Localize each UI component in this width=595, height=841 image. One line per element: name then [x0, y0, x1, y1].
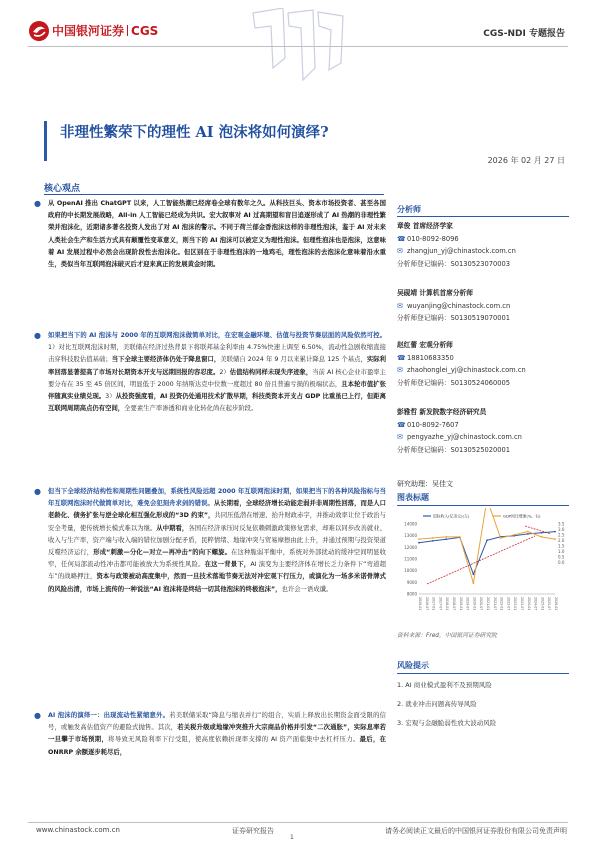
text-run: 1）对比互联网泡沫时期，美联储在经济过热背景下将联邦基金利率由 4.75%快速上调至 6.50%，流动性急剧收缩直接击穿科技股估值基础； — [48, 344, 386, 364]
x-tick-label: 2016-07 — [424, 597, 429, 611]
x-tick-label: 2021-01 — [486, 597, 490, 611]
text-run: 当下全球主要经济体仍处于降息窗口， — [111, 356, 221, 364]
x-tick-label: 2024-01 — [526, 597, 531, 611]
x-tick-label: 2021-07 — [492, 597, 497, 611]
analyst-name: 吴砚靖 计算机首席分析师 — [397, 289, 473, 297]
text-run: 在这一背景下， — [204, 561, 251, 569]
risk-item: 2. 就业冲击问题高传导风险 — [397, 700, 477, 708]
bullet-icon: ● — [34, 199, 41, 208]
analyst-phone-row — [397, 233, 569, 246]
analyst-email[interactable]: zhangjun_yj@chinastock.com.cn — [407, 247, 516, 255]
series-point — [527, 533, 529, 535]
analyst-email-row — [397, 245, 569, 258]
series-point — [473, 582, 475, 584]
text-run: 资本与政策被动高度集中，然而一旦技术落地节奏无法对冲宏观下行压力，或演化为一场多米诺骨牌式的风险出清，市场上流传的一种说法“AI 泡沫将是终结一切其他泡沫的终极泡沫”， — [48, 573, 386, 593]
x-tick-label: 2017-07 — [438, 597, 443, 611]
footer-label: 证券研究报告 — [232, 827, 274, 835]
analyst-phone: 18810683350 — [407, 353, 454, 362]
research-assistant: 研究助理：吴佳文 — [397, 480, 453, 488]
series-point — [418, 538, 420, 540]
bullet-icon: ● — [34, 487, 41, 496]
text-run: 全球经济增长动能走弱并非周期性回落，而是人口老龄化、债务扩张与逆全球化相互强化形成的“3D 约束”， — [48, 500, 386, 520]
text-run: 从 OpenAI 推出 ChatGPT 以来，人工智能热潮已经席卷全球有数年之久。从科技巨头、资本市场投资者、甚至各国政府的中长期发展战略，All-in 人工智能已经成为共识。宏大叙事对 AI 过高期望和盲目追逐形成了 AI 热潮的非理性繁荣并泡沫化，近期诸多著名投资人发出了对 AI 泡沫的警示。不同于荷兰郁金香泡沫这样的非理性泡沫，鉴于 AI 对未来人类社会生产和生活方式具有颠覆性变革意义，则当下的 AI 泡沫可以被定义为理性泡沫。但理性泡沫也是泡沫，这意味着 AI 发展过程中必然会出现阶段性去泡沫化。但区别在于非理性泡沫的一地鸡毛，理性泡沫的去泡沫化意味着沿水重生，类似当年互联网泡沫破灭后才迎来真正的发展黄金时期。 — [48, 200, 386, 269]
text-run: 也许会一语成谶。 — [281, 585, 333, 593]
analyst-phone: 010-8092-8096 — [407, 234, 459, 243]
analyst-name: 章俊 首席经济学家 — [397, 222, 453, 230]
core-view-paragraph-1 — [34, 198, 386, 271]
y-tick-left: 13000 — [404, 533, 417, 539]
core-view-paragraph-2 — [34, 330, 386, 415]
text-run: 美联储自 2024 年 9 月以来累计降息 125 个基点， — [220, 356, 367, 364]
series-line — [419, 508, 555, 583]
x-tick-label: 2025-01 — [540, 597, 545, 611]
series-point — [541, 536, 543, 538]
text-run: 在这种脆弱平衡中，系统对外部扰动的缓冲空间明显收窄，任何局部流动性冲击都可能被放大为系统性风险。 — [48, 549, 386, 569]
analyst-email-row — [397, 431, 569, 444]
text-run: 且本轮市值扩张伴随真实业绩兑现。 — [48, 380, 386, 401]
x-tick-label: 2016-01 — [418, 597, 422, 611]
core-view-paragraph-4 — [34, 710, 387, 759]
risk-item: 3. 宏观与金融脆弱性放大波动风险 — [397, 719, 497, 727]
analyst-card — [397, 220, 569, 270]
page-number: 1 — [290, 834, 294, 841]
core-view-heading: 核心观点 — [44, 184, 81, 194]
risk-heading: 风险提示 — [397, 661, 429, 670]
y-tick-left: 14000 — [404, 521, 417, 527]
text-run: 实际利率回落显著提高了市场对长期资本开支与远期回报的容忍度。 — [48, 356, 386, 376]
report-type-label: CGS-NDI 专题报告 — [483, 29, 565, 39]
report-title: 非理性繁荣下的理性 AI 泡沫将如何演绎? — [60, 124, 329, 141]
analyst-cert: 分析师登记编码：S0130519070001 — [397, 314, 511, 322]
risk-item: 1. AI 商业模式盈利不及预期风险 — [397, 681, 492, 689]
brand-name-en: CGS — [131, 24, 159, 38]
phone-icon: ☎ — [397, 353, 406, 362]
x-tick-label: 2020-07 — [479, 597, 484, 611]
y-tick-left: 10000 — [404, 568, 417, 574]
x-tick-label: 2026-01 — [554, 597, 558, 611]
x-tick-label: 2022-01 — [499, 597, 504, 611]
x-tick-label: 2023-07 — [520, 597, 524, 611]
text-run: 最后，在 ONRRP 余额逐步耗尽后， — [48, 736, 386, 756]
email-icon: ✉ — [397, 366, 403, 374]
text-run: AI 演变为主要经济体在增长乏力条件下“弯道超车”的战略押注， — [48, 561, 386, 581]
text-run: 各国在经济承压时反复依赖刺激政策修复需求，却难以同步改善就业、收入与生产率，资产端与收入端的错位加剧分配矛盾，民粹情绪、地缘冲突与贸易摩擦由此上升，并通过预期与投资渠道反噬经济运行， — [48, 524, 386, 557]
x-tick-label: 2022-07 — [506, 597, 511, 611]
text-run: 2） — [219, 368, 230, 376]
series-line — [419, 532, 555, 575]
phone-icon: ☎ — [397, 234, 406, 243]
analyst-cert: 分析师登记编码：S0130524060005 — [397, 378, 511, 387]
analyst-cert: 分析师登记编码：S0130525020001 — [397, 445, 511, 454]
text-run: 若美联储采取“降息与缩表并行”的组合，实质上释放出长期资金面受限的信号，或触发高估值资产的避险式抛售。其次， — [48, 712, 387, 732]
header-watermark-icon — [243, 8, 353, 88]
x-tick-label: 2025-07 — [547, 597, 552, 611]
text-run: 形成“刺激—分化—对立—再冲击”的向下螺旋。 — [93, 549, 232, 557]
text-run: 当前 AI 核心企业市盈率主要分布在 35 至 45 倍区间，明显低于 2000 年纳斯达克中位数一度超过 80 倍且普遍亏损的极端状态， — [48, 368, 386, 388]
analyst-email[interactable]: wuyanjing@chinastock.com.cn — [407, 301, 511, 310]
y-tick-right: 3.0 — [558, 527, 565, 532]
text-run: 从投资强度看，AI 投资仍处通用技术扩散早期，科技类资本开支占 GDP 比重虽已上行，但距离互联网周期高点仍有空间， — [48, 393, 386, 413]
analyst-phone: 010-8092-7607 — [407, 420, 459, 429]
series-point — [459, 536, 461, 538]
core-view-divider — [44, 194, 384, 195]
series-point — [486, 539, 488, 541]
series-point — [513, 534, 515, 536]
x-tick-label: 2019-01 — [458, 597, 463, 611]
title-accent-bar — [44, 121, 47, 161]
bullet-icon: ● — [34, 331, 41, 340]
legend-label: GDP同比增速(%，右) — [503, 513, 541, 519]
report-date: 2026 年 02 月 27 日 — [487, 156, 565, 165]
legend-label: 国际收入(亿美元)(左) — [433, 513, 470, 519]
email-icon: ✉ — [397, 301, 403, 310]
brand-logo — [52, 22, 158, 39]
series-point — [500, 537, 502, 539]
analyst-email-row — [397, 300, 569, 313]
text-run: 如果把当下的 AI 泡沫与 2000 年的互联网泡沫做简单对比，在宏观金融环境、估值与投资节奏层面的风险依然可控。 — [48, 332, 386, 339]
line-chart — [395, 508, 573, 626]
footer-disclaimer: 请务必阅读正文最后的中国银河证券股份有限公司免责声明 — [385, 827, 567, 835]
header-divider — [28, 46, 568, 47]
series-point — [445, 538, 447, 540]
x-tick-label: 2020-01 — [472, 597, 477, 611]
series-point — [473, 573, 475, 575]
text-run: 若关税升级或地缘冲突推升大宗商品价格并引发“二次通胀”，实际息率若一旦攀于市场预期， — [48, 724, 386, 744]
x-tick-label: 2017-01 — [431, 597, 436, 611]
phone-icon: ☎ — [397, 420, 406, 429]
y-tick-right: 2.0 — [558, 538, 565, 543]
series-point — [527, 531, 529, 533]
y-tick-left: 12000 — [404, 544, 417, 550]
text-run: 将导致无风险利率下行受阻，使高度依赖折现率支撑的 AI 资产面临集中去杠杆压力。 — [108, 736, 360, 744]
trend-arrow — [427, 536, 535, 584]
email-icon: ✉ — [397, 247, 403, 255]
y-tick-right: 0.0 — [558, 560, 565, 565]
series-point — [554, 531, 556, 533]
y-tick-right: 3.5 — [558, 521, 565, 527]
analyst-card — [397, 406, 569, 456]
x-tick-label: 2018-07 — [452, 597, 456, 611]
chart-source: 资料来源：Fred，中国银河证券研究院 — [397, 633, 497, 639]
y-tick-left: 11000 — [404, 556, 417, 562]
y-tick-left: 8000 — [406, 591, 417, 597]
cgs-logo-icon — [28, 20, 50, 42]
x-tick-label: 2024-07 — [533, 597, 538, 611]
x-tick-label: 2023-01 — [513, 597, 518, 611]
analyst-divider — [397, 216, 569, 217]
x-tick-label: 2018-01 — [445, 597, 450, 611]
series-point — [554, 538, 556, 540]
text-run: 但当下全球经济结构性和周期性问题叠加，系统性风险远超 2000 年互联网泡沫时期，如果把当下的各种风险指标与当年互联网泡沫时代做简单对比，难免会犯刻舟求剑的错误。 — [48, 488, 386, 508]
analyst-phone-row — [397, 352, 569, 365]
analyst-name: 彭雅哲 新发院数字经济研究员 — [397, 408, 487, 416]
y-tick-right: 0.5 — [558, 554, 565, 560]
x-tick-label: 2019-07 — [465, 597, 470, 611]
text-run: 从长期看， — [213, 500, 246, 508]
y-tick-left: 9000 — [406, 579, 417, 585]
y-tick-right: 1.0 — [558, 549, 565, 554]
chart-heading: 图表标题 — [397, 493, 429, 502]
series-point — [541, 532, 543, 534]
brand-name-cn: 中国银河证券 — [52, 24, 125, 38]
analyst-email[interactable]: pengyazhe_yj@chinastock.com.cn — [407, 433, 522, 441]
email-icon: ✉ — [397, 433, 403, 441]
footer-website[interactable]: www.chinastock.com.cn — [36, 826, 120, 834]
y-tick-right: 2.5 — [558, 532, 565, 538]
analyst-cert: 分析师登记编码：S0130523070003 — [397, 259, 511, 268]
bullet-icon: ● — [34, 711, 41, 720]
core-view-paragraph-3 — [34, 486, 386, 596]
series-point — [432, 540, 434, 542]
text-run: AI 泡沫的演绎一：出现流动性紧缩意外。 — [48, 712, 170, 719]
analyst-card — [397, 339, 569, 389]
analyst-card — [397, 287, 569, 325]
analyst-phone-row — [397, 419, 569, 432]
text-run: 共同压低潜在增速、抬升财政赤字，并推动效率让位于政治与安全考量，使传统增长模式难以为继。 — [48, 512, 386, 532]
text-run: 全要素生产率渗透和商业化转化尚在起步阶段。 — [124, 405, 258, 413]
y-tick-right: 1.5 — [558, 543, 565, 549]
analyst-email[interactable]: zhaohonglei_yj@chinastock.com.cn — [407, 366, 526, 374]
analyst-heading: 分析师 — [397, 205, 421, 214]
text-run: 从中期看， — [156, 524, 189, 532]
series-point — [432, 537, 434, 539]
chart-divider — [397, 505, 569, 506]
analyst-name: 赵红蕾 宏观分析师 — [397, 341, 453, 349]
text-run: 3） — [105, 393, 116, 401]
text-run: 估值结构同样未现失序迹象， — [229, 368, 313, 376]
series-point — [418, 542, 420, 544]
risk-divider — [397, 673, 569, 674]
footer-divider — [28, 822, 568, 823]
series-point — [445, 536, 447, 538]
analyst-email-row — [397, 364, 569, 377]
